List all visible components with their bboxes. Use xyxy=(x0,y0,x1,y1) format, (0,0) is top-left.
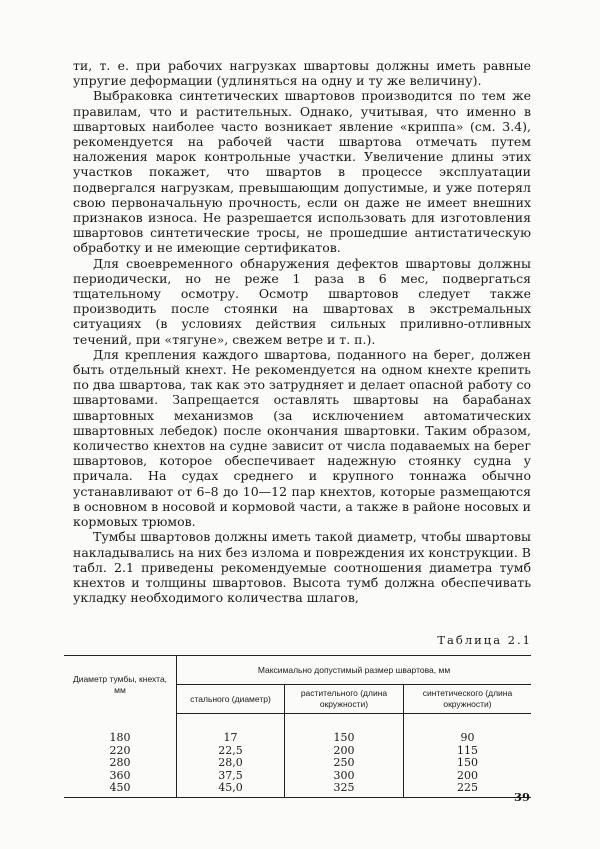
paragraph-4: Для крепления каждого швартова, поданного на берег, должен быть отдельный кнехт. Не рекомендуется на одном кнехте крепить по два швартова, так как это затрудняет и делает опасной работу со швартовами. Запрещается оставлять швартовы на барабанах швартовных механизмов (за исключением автоматических швартовных лебедок) после окончания швартовки. Таким образом, количество кнехтов на судне зависит от числа подаваемых на берег швартовов, которое обеспечивает надежную стоянку судна у причала. На судах среднего и крупного тоннажа обычно устанавливают от 6–8 до 10—12 пар кнехтов, которые размещаются в основном в носовой и кормовой части, а также в районе носовых и кормовых трюмов. xyxy=(73,346,531,530)
header-steel: стального (диаметр) xyxy=(177,685,285,714)
header-diameter: Диаметр тумбы, кнехта, мм xyxy=(64,656,177,714)
cell-synthetic: 90 xyxy=(460,731,475,744)
cell-synthetic: 225 xyxy=(404,782,532,797)
cell-steel: 22,5 xyxy=(177,745,285,758)
paragraph-3: Для своевременного обнаружения дефектов швартовы должны периодически, но не реже 1 раза в 6 мес, подвергаться тщательному осмотру. Осмотр швартовов следует также производить после стоянки на швартовах в экстремальных ситуациях (в условиях действия сильных приливно-отливных течений, при «тягуне», свежем ветре и т. п.). xyxy=(73,255,531,347)
cell-plant: 250 xyxy=(285,757,404,770)
cell-synthetic: 115 xyxy=(457,743,478,757)
header-max-size: Максимально допустимый размер швартова, мм xyxy=(177,656,532,685)
header-plant: растительного (длина окружности) xyxy=(285,685,404,714)
paragraph-2: Выбраковка синтетических швартовов производится по тем же правилам, что и растительных. Однако, учитывая, что именно в швартовых наиболее часто возникает явление «криппа» (см. 3.4), рекомендуется на рабочей части швартова отмечать путем наложения марок контрольные участки. Увеличение длины этих участков покажет, что швартов в процессе эксплуатации подвергался нагрузкам, превышающим допустимые, и уже потерял свою первоначальную прочность, если он даже не имеет внешних признаков износа. Не разрешается использовать для изготовления швартовов синтетические тросы, не прошедшие антистатическую обработку и не имеющие сертификатов. xyxy=(73,88,531,256)
cell-diameter: 450 xyxy=(64,782,177,797)
cell-steel: 28,0 xyxy=(177,757,285,770)
cell-steel: 45,0 xyxy=(177,782,285,797)
header-synthetic: синтетического (длина окружности) xyxy=(404,685,532,714)
cell-plant: 325 xyxy=(285,782,404,797)
table-caption: Таблица 2.1 xyxy=(437,633,532,647)
table-row xyxy=(64,757,531,770)
paragraph-1: ти, т. е. при рабочих нагрузках швартовы должны иметь равные упругие деформации (удлиняться на одну и ту же величину). xyxy=(73,58,531,89)
cell-plant: 300 xyxy=(285,770,404,783)
table-row xyxy=(64,714,531,745)
cell-diameter: 180 xyxy=(64,714,177,745)
cell-steel: 37,5 xyxy=(177,770,285,783)
cell-steel: 17 xyxy=(177,714,285,745)
body-text xyxy=(73,58,531,605)
cell-diameter: 280 xyxy=(64,757,177,770)
paragraph-5: Тумбы швартовов должны иметь такой диаметр, чтобы швартовы накладывались на них без излома и повреждения их конструкции. В табл. 2.1 приведены рекомендуемые соотношения диаметра тумб кнехтов и толщины швартовов. Высота тумб должна обеспечивать укладку необходимого количества шлагов, xyxy=(73,529,531,606)
cell-plant: 200 xyxy=(285,745,404,758)
cell-diameter: 360 xyxy=(64,770,177,783)
cell-diameter: 220 xyxy=(64,745,177,758)
page-number: 39 xyxy=(513,790,530,804)
cell-synthetic: 150 xyxy=(457,756,478,770)
cell-synthetic: 200 xyxy=(457,768,478,782)
data-table xyxy=(64,655,531,798)
table-row xyxy=(64,782,531,797)
cell-plant: 150 xyxy=(285,714,404,745)
